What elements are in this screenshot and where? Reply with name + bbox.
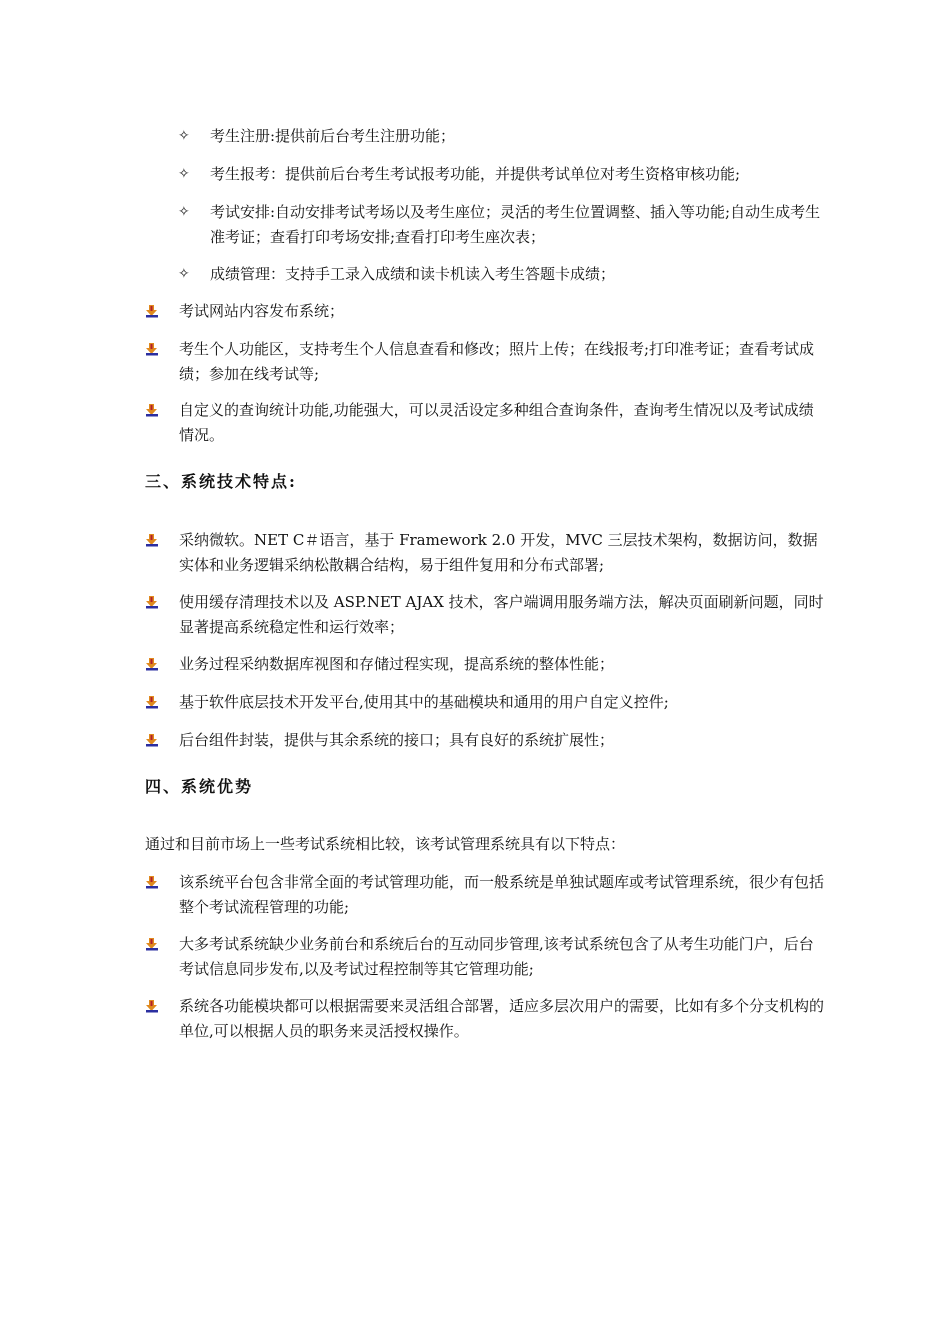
diamond-star-icon: ✧ xyxy=(178,266,190,282)
arrow-bullet-icon xyxy=(145,595,159,609)
arrow-bullet-icon xyxy=(145,999,159,1013)
diamond-star-icon: ✧ xyxy=(178,204,190,220)
section-heading: 三、系统技术特点: xyxy=(145,472,297,491)
sub-item-text: 考生注册:提供前后台考生注册功能； xyxy=(210,127,456,145)
list-item-text: 业务过程采纳数据库视图和存储过程实现，提高系统的整体性能； xyxy=(179,655,615,673)
list-item-text: 采纳微软。NET C＃语言，基于 Framework 2.0 开发，MVC 三层技术架构，数据访问，数据实体和业务逻辑采纳松散耦合结构，易于组件复用和分布式部署; xyxy=(179,531,818,574)
sub-item-text: 成绩管理：支持手工录入成绩和读卡机读入考生答题卡成绩； xyxy=(210,265,616,283)
section-heading: 四、系统优势 xyxy=(145,777,254,796)
list-item-text: 基于软件底层技术开发平台,使用其中的基础模块和通用的用户自定义控件; xyxy=(179,693,669,711)
arrow-bullet-icon xyxy=(145,342,159,356)
arrow-bullet-icon xyxy=(145,304,159,318)
diamond-star-icon: ✧ xyxy=(178,128,190,144)
diamond-star-icon: ✧ xyxy=(178,166,190,182)
list-item-text: 考生个人功能区，支持考生个人信息查看和修改；照片上传；在线报考;打印准考证；查看考试成绩；参加在线考试等; xyxy=(179,340,815,383)
sub-item-text: 考生报考：提供前后台考生考试报考功能，并提供考试单位对考生资格审核功能; xyxy=(210,165,741,183)
sub-item-text: 考试安排:自动安排考试考场以及考生座位；灵活的考生位置调整、插入等功能;自动生成考生准考证；查看打印考场安排;查看打印考生座次表； xyxy=(210,203,821,246)
arrow-bullet-icon xyxy=(145,937,159,951)
arrow-bullet-icon xyxy=(145,657,159,671)
arrow-bullet-icon xyxy=(145,533,159,547)
intro-paragraph: 通过和目前市场上一些考试系统相比较，该考试管理系统具有以下特点： xyxy=(145,835,626,853)
list-item-text: 自定义的查询统计功能,功能强大，可以灵活设定多种组合查询条件，查询考生情况以及考试成绩情况。 xyxy=(179,401,814,444)
arrow-bullet-icon xyxy=(145,875,159,889)
list-item-text: 后台组件封装，提供与其余系统的接口；具有良好的系统扩展性； xyxy=(179,731,615,749)
list-item-text: 使用缓存清理技术以及 ASP.NET AJAX 技术，客户端调用服务端方法，解决页面刷新问题，同时显著提高系统稳定性和运行效率； xyxy=(179,593,824,636)
arrow-bullet-icon xyxy=(145,403,159,417)
list-item-text: 系统各功能模块都可以根据需要来灵活组合部署，适应多层次用户的需要，比如有多个分支机构的单位,可以根据人员的职务来灵活授权操作。 xyxy=(179,997,825,1040)
list-item-text: 大多考试系统缺少业务前台和系统后台的互动同步管理,该考试系统包含了从考生功能门户，后台考试信息同步发布,以及考试过程控制等其它管理功能; xyxy=(179,935,814,978)
list-item-text: 该系统平台包含非常全面的考试管理功能，而一般系统是单独试题库或考试管理系统，很少有包括整个考试流程管理的功能; xyxy=(179,873,825,916)
arrow-bullet-icon xyxy=(145,695,159,709)
arrow-bullet-icon xyxy=(145,733,159,747)
list-item-text: 考试网站内容发布系统； xyxy=(179,302,345,320)
